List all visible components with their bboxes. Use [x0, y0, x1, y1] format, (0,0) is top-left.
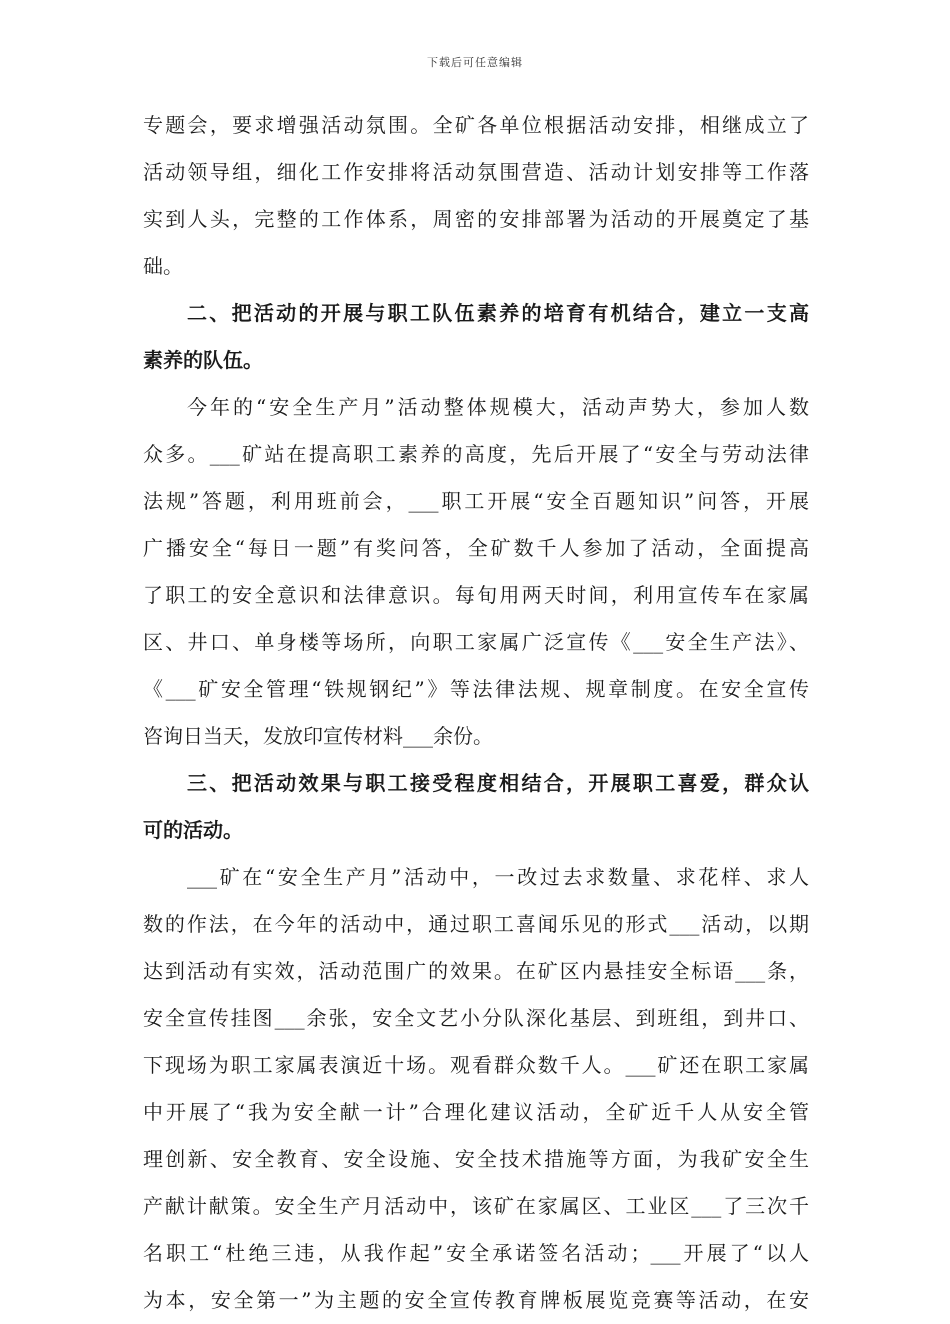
section-heading-line: 二、把活动的开展与职工队伍素养的培育有机结合，建立一支高	[187, 301, 809, 325]
paragraph-line: 下现场为职工家属表演近十场。观看群众数千人。___矿还在职工家属	[143, 1053, 809, 1077]
paragraph-line: 达到活动有实效，活动范围广的效果。在矿区内悬挂安全标语___条，	[143, 959, 809, 983]
paragraph-line: 今年的“安全生产月”活动整体规模大，活动声势大，参加人数	[187, 395, 809, 419]
paragraph-line: 产献计献策。安全生产月活动中，该矿在家属区、工业区___了三次千	[143, 1194, 809, 1218]
paragraph-line: ___矿在“安全生产月”活动中，一改过去求数量、求花样、求人	[187, 865, 809, 889]
section-heading-line: 素养的队伍。	[143, 348, 263, 372]
paragraph-line: 法规”答题，利用班前会，___职工开展“安全百题知识”问答，开展	[143, 489, 809, 513]
paragraph-line: 中开展了“我为安全献一计”合理化建议活动，全矿近千人从安全管	[143, 1100, 809, 1124]
paragraph-line: 础。	[143, 254, 183, 278]
paragraph-line: 安全宣传挂图___余张，安全文艺小分队深化基层、到班组，到井口、	[143, 1006, 809, 1030]
page-header: 下载后可任意编辑	[427, 56, 523, 69]
paragraph-line: 咨询日当天，发放印宣传材料___余份。	[143, 724, 493, 748]
paragraph-line: 了职工的安全意识和法律意识。每旬用两天时间，利用宣传车在家属	[143, 583, 809, 607]
paragraph-line: 区、井口、单身楼等场所，向职工家属广泛宣传《___安全生产法》、	[143, 630, 809, 654]
paragraph-line: 广播安全“每日一题”有奖问答，全矿数千人参加了活动，全面提高	[143, 536, 809, 560]
paragraph-line: 名职工“杜绝三违，从我作起”安全承诺签名活动；___开展了“以人	[143, 1241, 809, 1265]
paragraph-line: 活动领导组，细化工作安排将活动氛围营造、活动计划安排等工作落	[143, 160, 809, 184]
paragraph-line: 实到人头，完整的工作体系，周密的安排部署为活动的开展奠定了基	[143, 207, 809, 231]
section-heading-line: 可的活动。	[143, 818, 243, 842]
paragraph-line: 数的作法，在今年的活动中，通过职工喜闻乐见的形式___活动，以期	[143, 912, 809, 936]
paragraph-line: 众多。___矿站在提高职工素养的高度，先后开展了“安全与劳动法律	[143, 442, 809, 466]
document-body	[143, 102, 809, 1324]
paragraph-line: 《___矿安全管理“铁规钢纪”》等法律法规、规章制度。在安全宣传	[143, 677, 809, 701]
paragraph-line: 理创新、安全教育、安全设施、安全技术措施等方面，为我矿安全生	[143, 1147, 809, 1171]
section-heading-line: 三、把活动效果与职工接受程度相结合，开展职工喜爱，群众认	[187, 771, 809, 795]
paragraph-line: 为本，安全第一”为主题的安全宣传教育牌板展览竞赛等活动，在安	[143, 1288, 809, 1312]
paragraph-line: 专题会，要求增强活动氛围。全矿各单位根据活动安排，相继成立了	[143, 113, 809, 137]
